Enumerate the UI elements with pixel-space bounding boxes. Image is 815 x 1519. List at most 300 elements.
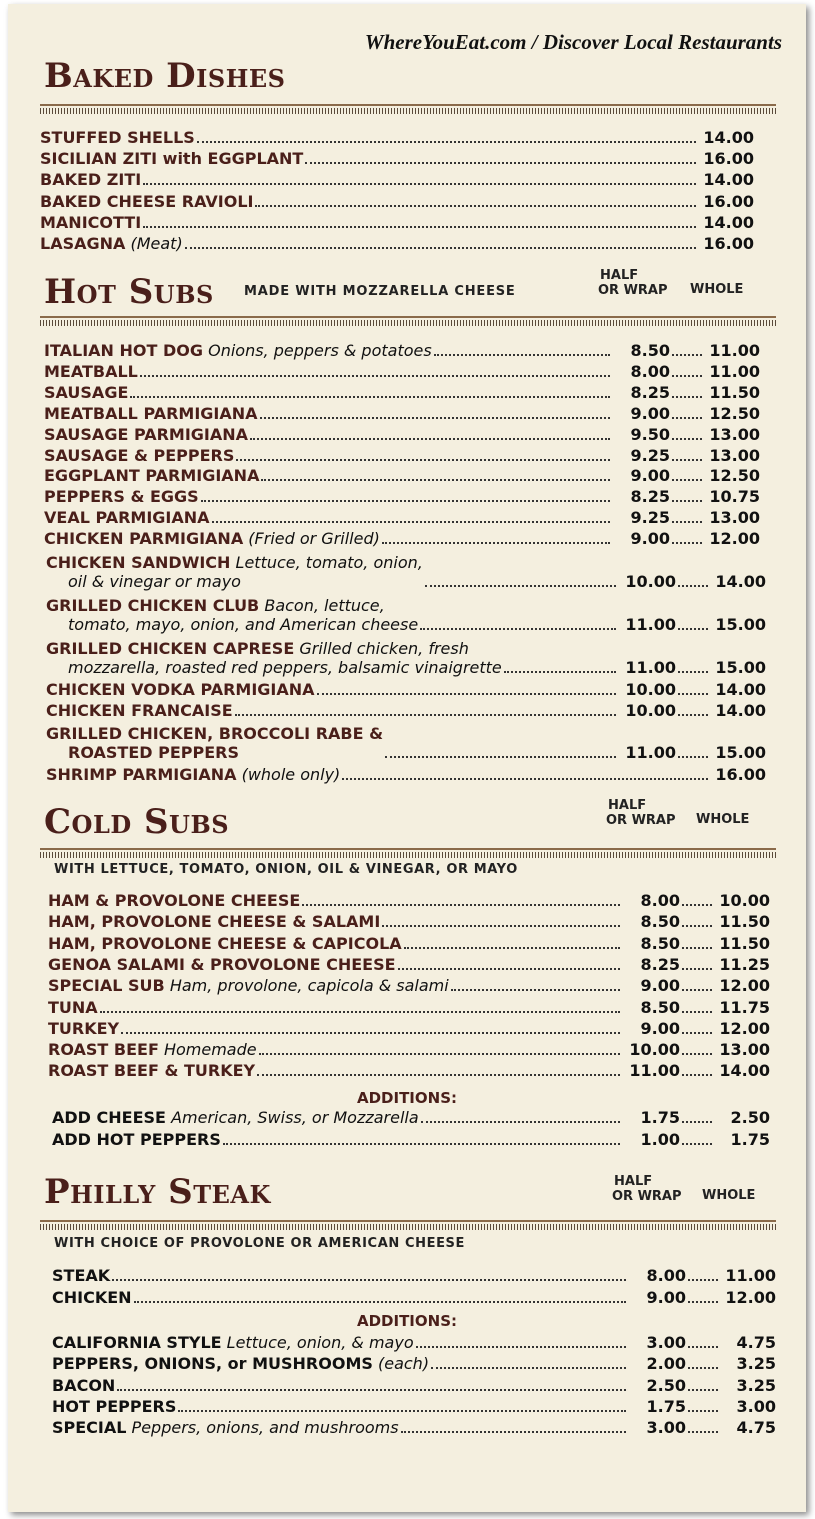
menu-item-description: (each) xyxy=(377,1354,430,1374)
philly-additions-label: ADDITIONS: xyxy=(356,1312,457,1330)
menu-item-row xyxy=(44,527,760,548)
col-half-line2: OR WRAP xyxy=(598,283,668,298)
menu-item-price-whole: 11.25 xyxy=(719,954,770,974)
section-rule xyxy=(40,104,776,114)
menu-item-name: CHICKEN xyxy=(52,1287,132,1307)
menu-item-text xyxy=(44,425,248,444)
menu-item-text xyxy=(52,1266,110,1285)
menu-item-description: Peppers, onions, and mushrooms xyxy=(131,1418,399,1438)
menu-item-price-half: 9.00 xyxy=(640,976,680,996)
menu-item-text xyxy=(44,362,138,381)
menu-item-line xyxy=(40,170,141,189)
menu-item-name: GENOA SALAMI & PROVOLONE CHEESE xyxy=(48,954,396,974)
dot-leader xyxy=(672,353,702,356)
menu-item-price: 16.00 xyxy=(703,234,754,253)
menu-item-line xyxy=(52,1130,221,1149)
menu-item-price-half: 8.00 xyxy=(630,361,670,381)
menu-item-name: STUFFED SHELLS xyxy=(40,128,195,147)
menu-item-price-half: 11.00 xyxy=(625,658,676,677)
dot-leader xyxy=(682,903,712,906)
cold-subs-title: Cold Subs xyxy=(44,802,230,842)
dot-leader xyxy=(682,1052,712,1055)
menu-item-text xyxy=(46,765,340,784)
menu-item-name: HOT PEPPERS xyxy=(52,1396,177,1416)
menu-item-text xyxy=(48,1040,257,1059)
menu-item-name: SPECIAL xyxy=(52,1418,127,1438)
menu-item-price-whole: 3.25 xyxy=(736,1375,776,1395)
menu-item-line xyxy=(48,1040,257,1059)
dot-leader xyxy=(305,161,696,164)
dot-leader xyxy=(259,1052,620,1055)
menu-item-line xyxy=(44,362,138,381)
philly-steak-note: WITH CHOICE OF PROVOLONE OR AMERICAN CHEESE xyxy=(54,1236,465,1251)
menu-item-line xyxy=(48,1019,119,1038)
menu-item-name: PEPPERS, ONIONS, or MUSHROOMS xyxy=(52,1354,373,1374)
menu-item-text xyxy=(46,553,423,591)
menu-item-name: SPECIAL SUB xyxy=(48,976,165,996)
menu-item-price-half: 11.00 xyxy=(625,615,676,634)
menu-item-description: oil & vinegar or mayo xyxy=(68,572,241,591)
dot-leader xyxy=(385,755,616,758)
dot-leader xyxy=(678,713,708,716)
hot-subs-title: Hot Subs xyxy=(44,272,214,312)
menu-item-line xyxy=(44,508,210,527)
menu-item-price-half: 10.00 xyxy=(625,680,676,699)
dot-leader xyxy=(682,1142,712,1145)
menu-item-line xyxy=(44,446,234,465)
menu-item-description: (Fried or Grilled) xyxy=(248,529,380,549)
menu-item-description: Grilled chicken, fresh xyxy=(299,639,469,658)
menu-item-name: TURKEY xyxy=(48,1018,120,1038)
menu-item-line xyxy=(46,553,423,572)
menu-item-price-whole: 15.00 xyxy=(715,658,766,677)
menu-item-price-whole: 15.00 xyxy=(715,743,766,762)
menu-item-row xyxy=(48,889,770,910)
menu-item-line xyxy=(48,934,402,953)
menu-item-text xyxy=(44,404,258,423)
menu-item-text xyxy=(40,234,183,253)
menu-item-price-half: 10.00 xyxy=(625,572,676,591)
menu-item-price-whole: 14.00 xyxy=(715,572,766,591)
dot-leader xyxy=(688,1345,718,1348)
dot-leader xyxy=(688,1430,718,1433)
menu-item-price-whole: 11.50 xyxy=(719,933,770,953)
menu-item-text xyxy=(46,680,315,699)
dot-leader xyxy=(678,627,708,630)
dot-leader xyxy=(682,1073,712,1076)
menu-item-price-half: 1.00 xyxy=(640,1130,680,1149)
menu-item-text xyxy=(48,1019,119,1038)
menu-item-price-half: 10.00 xyxy=(629,1040,680,1060)
menu-item-name: SAUSAGE PARMIGIANA xyxy=(44,424,249,444)
menu-item-name: ROAST BEEF & TURKEY xyxy=(48,1061,256,1081)
menu-item-line xyxy=(40,128,195,147)
dot-leader xyxy=(185,246,696,249)
menu-item-description: Onions, peppers & potatoes xyxy=(208,341,432,360)
menu-item-line xyxy=(52,1354,429,1373)
menu-item-line xyxy=(44,404,258,423)
dot-leader xyxy=(672,458,702,461)
menu-item-price-whole: 4.75 xyxy=(736,1333,776,1352)
menu-item-row xyxy=(52,1128,770,1149)
menu-item-row xyxy=(44,506,760,527)
menu-item-line xyxy=(52,1266,110,1285)
col-whole-header: WHOLE xyxy=(690,282,744,297)
menu-item-row xyxy=(48,1038,770,1059)
menu-item-line xyxy=(52,1288,132,1307)
dot-leader xyxy=(431,1366,626,1369)
menu-item-name: HAM, PROVOLONE CHEESE & SALAMI xyxy=(48,912,381,932)
menu-item-price-half: 8.25 xyxy=(630,487,670,507)
menu-item-description: Lettuce, onion, & mayo xyxy=(226,1333,414,1352)
dot-leader xyxy=(143,182,696,185)
cold-subs-note: WITH LETTUCE, TOMATO, ONION, OIL & VINEGAR, OR MAYO xyxy=(54,862,518,877)
menu-item-name: SICILIAN ZITI with EGGPLANT xyxy=(40,149,304,169)
menu-item-price-half: 1.75 xyxy=(640,1108,680,1127)
menu-item-price-half: 9.00 xyxy=(646,1287,686,1307)
menu-item-price-whole: 16.00 xyxy=(715,765,766,784)
menu-item-line xyxy=(46,765,340,784)
menu-item-line xyxy=(52,1397,176,1416)
menu-item-name: GRILLED CHICKEN, BROCCOLI RABE & xyxy=(46,724,384,743)
menu-item-line xyxy=(44,425,248,444)
menu-item-name: ADD HOT PEPPERS xyxy=(52,1130,221,1149)
menu-item-price-half: 9.25 xyxy=(630,508,670,528)
menu-item-price-half: 10.00 xyxy=(625,701,676,720)
menu-item-text xyxy=(46,639,502,677)
dot-leader xyxy=(302,903,620,906)
dot-leader xyxy=(434,353,610,356)
menu-item-line xyxy=(48,1061,255,1080)
dot-leader xyxy=(420,627,616,630)
watermark: WhereYouEat.com / Discover Local Restaurants xyxy=(364,30,782,54)
dot-leader xyxy=(682,967,712,970)
menu-item-price-half: 2.50 xyxy=(646,1375,686,1395)
menu-item-line xyxy=(52,1333,414,1352)
menu-item-row xyxy=(44,360,760,381)
menu-item-name: ITALIAN HOT DOG xyxy=(44,341,203,360)
menu-item-description: (Meat) xyxy=(130,234,183,253)
menu-item-price-whole: 15.00 xyxy=(715,615,766,634)
dot-leader xyxy=(688,1278,718,1281)
menu-item-name: SAUSAGE xyxy=(44,382,129,402)
section-rule xyxy=(40,316,776,326)
menu-item-name: MANICOTTI xyxy=(40,212,142,232)
menu-item-row xyxy=(40,147,754,168)
dot-leader xyxy=(236,458,610,461)
menu-item-row xyxy=(44,485,760,506)
menu-item-price-whole: 11.75 xyxy=(719,997,770,1017)
menu-item-row xyxy=(44,464,760,485)
col-half-line1: HALF xyxy=(608,798,647,813)
menu-item-name: BAKED ZITI xyxy=(40,170,142,190)
dot-leader xyxy=(197,140,696,143)
menu-item-text xyxy=(44,487,199,506)
dot-leader xyxy=(504,670,616,673)
menu-item-row xyxy=(46,763,766,784)
dot-leader xyxy=(121,1031,620,1034)
menu-item-row xyxy=(46,549,766,591)
dot-leader xyxy=(425,584,616,587)
cold-additions-label: ADDITIONS: xyxy=(356,1089,457,1107)
menu-item-row xyxy=(48,932,770,953)
dot-leader xyxy=(140,374,610,377)
menu-item-text xyxy=(48,891,300,910)
menu-item-text xyxy=(48,1061,255,1080)
dot-leader xyxy=(682,1031,712,1034)
menu-item-row xyxy=(44,381,760,402)
dot-leader xyxy=(688,1388,718,1391)
menu-item-text xyxy=(44,446,234,465)
menu-item-price-whole: 13.00 xyxy=(709,424,760,444)
dot-leader xyxy=(682,988,712,991)
col-whole-header: WHOLE xyxy=(696,812,750,827)
menu-item-line xyxy=(40,213,141,232)
menu-item-price-whole: 3.00 xyxy=(736,1396,776,1416)
menu-item-text xyxy=(40,192,253,211)
menu-item-name: EGGPLANT PARMIGIANA xyxy=(44,466,260,486)
menu-item-description: mozzarella, roasted red peppers, balsamic vinaigrette xyxy=(68,658,502,677)
menu-item-price-half: 3.00 xyxy=(646,1333,686,1352)
menu-item-text xyxy=(48,934,402,953)
col-half-line2: OR WRAP xyxy=(612,1189,682,1204)
menu-item-text xyxy=(40,213,141,232)
dot-leader xyxy=(451,988,620,991)
menu-item-price: 16.00 xyxy=(703,149,754,169)
dot-leader xyxy=(672,499,702,502)
menu-item-line xyxy=(46,596,418,615)
menu-item-text xyxy=(46,724,383,762)
dot-leader xyxy=(257,1073,620,1076)
menu-item-line xyxy=(52,1108,419,1127)
dot-leader xyxy=(235,713,616,716)
menu-item-name: HAM & PROVOLONE CHEESE xyxy=(48,891,301,910)
menu-item-name: PEPPERS & EGGS xyxy=(44,487,199,507)
dot-leader xyxy=(404,946,620,949)
menu-item-text xyxy=(44,341,432,360)
menu-item-price-whole: 11.50 xyxy=(709,382,760,402)
dot-leader xyxy=(678,755,708,758)
baked-dishes-title: Baked Dishes xyxy=(44,56,286,96)
menu-item-text xyxy=(40,128,195,147)
dot-leader xyxy=(112,1278,626,1281)
menu-item-row xyxy=(40,168,754,189)
menu-item-text xyxy=(52,1354,429,1373)
menu-item-price-whole: 12.00 xyxy=(719,976,770,996)
dot-leader xyxy=(401,1430,626,1433)
menu-item-row xyxy=(40,232,754,253)
section-rule xyxy=(40,848,776,858)
menu-item-line xyxy=(46,639,502,658)
menu-item-price: 14.00 xyxy=(703,128,754,147)
menu-item-line xyxy=(40,149,303,168)
menu-item-row xyxy=(40,126,754,147)
menu-item-price-whole: 13.00 xyxy=(709,445,760,465)
menu-item-line xyxy=(46,724,383,743)
menu-item-line xyxy=(48,891,300,910)
dot-leader xyxy=(130,395,610,398)
col-half-header xyxy=(598,268,668,298)
menu-item-price-whole: 10.75 xyxy=(709,487,760,507)
dot-leader xyxy=(416,1345,626,1348)
menu-item-name: LASAGNA xyxy=(40,234,126,253)
menu-item-name: ROAST BEEF xyxy=(48,1040,159,1060)
menu-item-line xyxy=(44,529,380,548)
col-half-header xyxy=(612,1174,682,1204)
menu-item-description: Bacon, lettuce, xyxy=(264,596,385,615)
menu-item-row xyxy=(52,1264,776,1285)
menu-item-price: 14.00 xyxy=(703,212,754,232)
dot-leader xyxy=(421,1120,620,1123)
menu-item-line xyxy=(40,234,183,253)
menu-item-row xyxy=(48,1059,770,1080)
dot-leader xyxy=(678,670,708,673)
dot-leader xyxy=(672,541,702,544)
menu-item-description: tomato, mayo, onion, and American cheese xyxy=(68,615,419,634)
menu-item-row xyxy=(48,996,770,1017)
menu-item-text xyxy=(52,1397,176,1416)
menu-item-description: (whole only) xyxy=(241,765,341,784)
dot-leader xyxy=(134,1300,626,1303)
menu-item-name: CHICKEN PARMIGIANA xyxy=(44,529,244,549)
dot-leader xyxy=(382,541,610,544)
menu-item-name: GRILLED CHICKEN CLUB xyxy=(46,596,260,615)
menu-item-name: STEAK xyxy=(52,1266,111,1285)
dot-leader xyxy=(672,478,702,481)
menu-item-row xyxy=(52,1331,776,1352)
menu-item-text xyxy=(52,1108,419,1127)
menu-item-text xyxy=(40,149,303,168)
menu-item-price-half: 8.50 xyxy=(630,341,670,360)
dot-leader xyxy=(688,1366,718,1369)
menu-item-name: BACON xyxy=(52,1375,116,1395)
menu-item-line xyxy=(48,976,449,995)
dot-leader xyxy=(342,777,708,780)
menu-item-line xyxy=(48,998,98,1017)
menu-item-line xyxy=(44,383,128,402)
dot-leader xyxy=(678,584,708,587)
dot-leader xyxy=(682,1010,712,1013)
menu-item-price-whole: 1.75 xyxy=(730,1130,770,1149)
menu-item-row xyxy=(40,190,754,211)
menu-item-line xyxy=(52,1376,115,1395)
menu-item-row xyxy=(46,678,766,699)
dot-leader xyxy=(682,946,712,949)
menu-item-price-whole: 4.75 xyxy=(736,1418,776,1438)
menu-item-line xyxy=(46,615,418,634)
menu-item-row xyxy=(52,1106,770,1127)
section-rule xyxy=(40,1220,776,1230)
menu-item-text xyxy=(40,170,141,189)
menu-item-text xyxy=(52,1418,399,1437)
menu-item-description: Ham, provolone, capicola & salami xyxy=(169,976,449,996)
menu-item-price-whole: 2.50 xyxy=(730,1108,770,1127)
menu-item-line xyxy=(46,701,233,720)
menu-item-price-whole: 3.25 xyxy=(736,1354,776,1374)
menu-item-price-half: 8.50 xyxy=(640,997,680,1017)
menu-item-row xyxy=(48,953,770,974)
menu-item-text xyxy=(52,1288,132,1307)
menu-item-line xyxy=(46,743,383,762)
menu-item-price-half: 8.25 xyxy=(630,382,670,402)
menu-item-text xyxy=(48,976,449,995)
menu-item-row xyxy=(48,1017,770,1038)
menu-item-price-half: 8.25 xyxy=(640,954,680,974)
dot-leader xyxy=(261,478,610,481)
menu-item-price-whole: 14.00 xyxy=(715,701,766,720)
menu-item-price-half: 9.00 xyxy=(630,529,670,549)
menu-item-price-half: 11.00 xyxy=(629,1061,680,1081)
dot-leader xyxy=(688,1300,718,1303)
menu-item-price-half: 8.50 xyxy=(640,912,680,932)
hot-subs-subtitle: MADE WITH MOZZARELLA CHEESE xyxy=(244,284,516,299)
menu-item-line xyxy=(52,1418,399,1437)
menu-item-line xyxy=(44,487,199,506)
menu-item-name: BAKED CHEESE RAVIOLI xyxy=(40,191,254,211)
dot-leader xyxy=(672,520,702,523)
menu-item-name: TUNA xyxy=(48,997,98,1017)
menu-item-price-half: 9.00 xyxy=(630,466,670,486)
dot-leader xyxy=(100,1010,620,1013)
menu-item-row xyxy=(44,444,760,465)
col-whole-header: WHOLE xyxy=(702,1188,756,1203)
menu-item-price-whole: 12.00 xyxy=(719,1018,770,1038)
dot-leader xyxy=(317,692,616,695)
menu-item-name: CHICKEN VODKA PARMIGIANA xyxy=(46,680,315,699)
menu-item-line xyxy=(44,466,259,485)
dot-leader xyxy=(682,1120,712,1123)
menu-item-name: CALIFORNIA STYLE xyxy=(52,1333,222,1352)
menu-item-price-whole: 11.00 xyxy=(725,1266,776,1285)
menu-item-text xyxy=(44,529,380,548)
menu-item-price-whole: 13.00 xyxy=(709,508,760,528)
menu-item-line xyxy=(46,658,502,677)
col-half-header xyxy=(606,798,676,828)
menu-item-text xyxy=(46,596,418,634)
col-half-line1: HALF xyxy=(600,268,639,283)
menu-item-price-half: 8.00 xyxy=(640,891,680,910)
menu-item-description: ROASTED PEPPERS xyxy=(68,743,239,762)
menu-item-line xyxy=(46,680,315,699)
dot-leader xyxy=(178,1409,626,1412)
menu-item-price-whole: 10.00 xyxy=(719,891,770,910)
menu-item-text xyxy=(48,912,380,931)
dot-leader xyxy=(382,924,620,927)
menu-item-price-half: 1.75 xyxy=(646,1396,686,1416)
menu-item-row xyxy=(46,699,766,720)
menu-item-price-whole: 12.00 xyxy=(725,1287,776,1307)
menu-item-name: HAM, PROVOLONE CHEESE & CAPICOLA xyxy=(48,933,402,953)
menu-item-description: Homemade xyxy=(163,1040,257,1060)
menu-item-line xyxy=(48,912,380,931)
col-half-line2: OR WRAP xyxy=(606,813,676,828)
menu-item-name: MEATBALL xyxy=(44,361,138,381)
menu-item-name: SHRIMP PARMIGIANA xyxy=(46,765,237,784)
menu-item-name: VEAL PARMIGIANA xyxy=(44,508,210,528)
philly-steak-title: Philly Steak xyxy=(44,1172,271,1212)
menu-item-line xyxy=(44,341,432,360)
menu-item-price-half: 9.50 xyxy=(630,424,670,444)
menu-item-text xyxy=(52,1376,115,1395)
menu-item-name: GRILLED CHICKEN CAPRESE xyxy=(46,639,295,658)
dot-leader xyxy=(672,437,702,440)
menu-item-price-whole: 11.00 xyxy=(709,341,760,360)
dot-leader xyxy=(201,499,610,502)
menu-item-text xyxy=(52,1333,414,1352)
menu-item-text xyxy=(52,1130,221,1149)
menu-item-row xyxy=(52,1352,776,1373)
dot-leader xyxy=(260,416,610,419)
